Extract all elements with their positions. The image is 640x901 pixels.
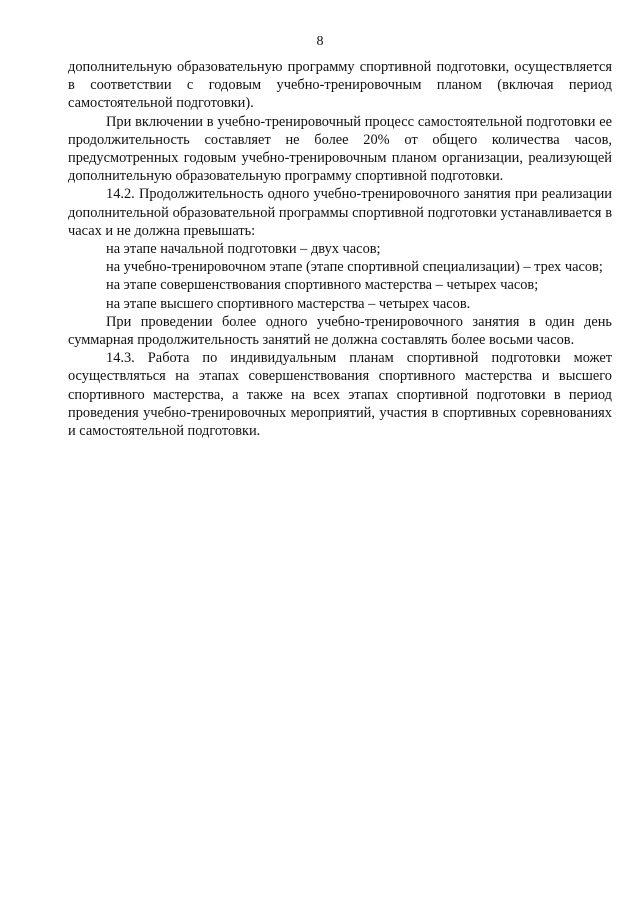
document-body — [68, 58, 612, 440]
paragraph-14-2: 14.2. Продолжительность одного учебно-тренировочного занятия при реализации дополнительной образовательной программы спортивной подготовки устанавливается в часах и не должна превышать: — [68, 186, 612, 239]
paragraph-multiple-sessions: При проведении более одного учебно-тренировочного занятия в один день суммарная продолжительность занятий не должна составлять более восьми часов. — [68, 313, 612, 349]
list-item-initial-stage: на этапе начальной подготовки – двух часов; — [106, 241, 381, 258]
list-item-higher-stage: на этапе высшего спортивного мастерства – четырех часов. — [106, 295, 471, 312]
list-item-training-stage: на учебно-тренировочном этапе (этапе спортивной специализации) – трех часов; — [106, 259, 603, 276]
paragraph-continuation: дополнительную образовательную программу спортивной подготовки, осуществляется в соответствии с годовым учебно-тренировочным планом (включая период самостоятельной подготовки). — [68, 59, 612, 112]
paragraph-14-3: 14.3. Работа по индивидуальным планам спортивной подготовки может осуществляться на этапах совершенствования спортивного мастерства и высшего спортивного мастерства, а также на всех этапах спортивной подготовки в период проведения учебно-тренировочных мероприятий, участия в спортивных соревнованиях и самостоятельной подготовки. — [68, 350, 612, 440]
page-number: 8 — [316, 34, 324, 49]
paragraph-self-study: При включении в учебно-тренировочный процесс самостоятельной подготовки ее продолжительность составляет не более 20% от общего количества часов, предусмотренных годовым учебно-тренировочным планом организации, реализующей дополнительную образовательную программу спортивной подготовки. — [68, 113, 612, 185]
list-item-improvement-stage: на этапе совершенствования спортивного мастерства – четырех часов; — [106, 277, 539, 294]
